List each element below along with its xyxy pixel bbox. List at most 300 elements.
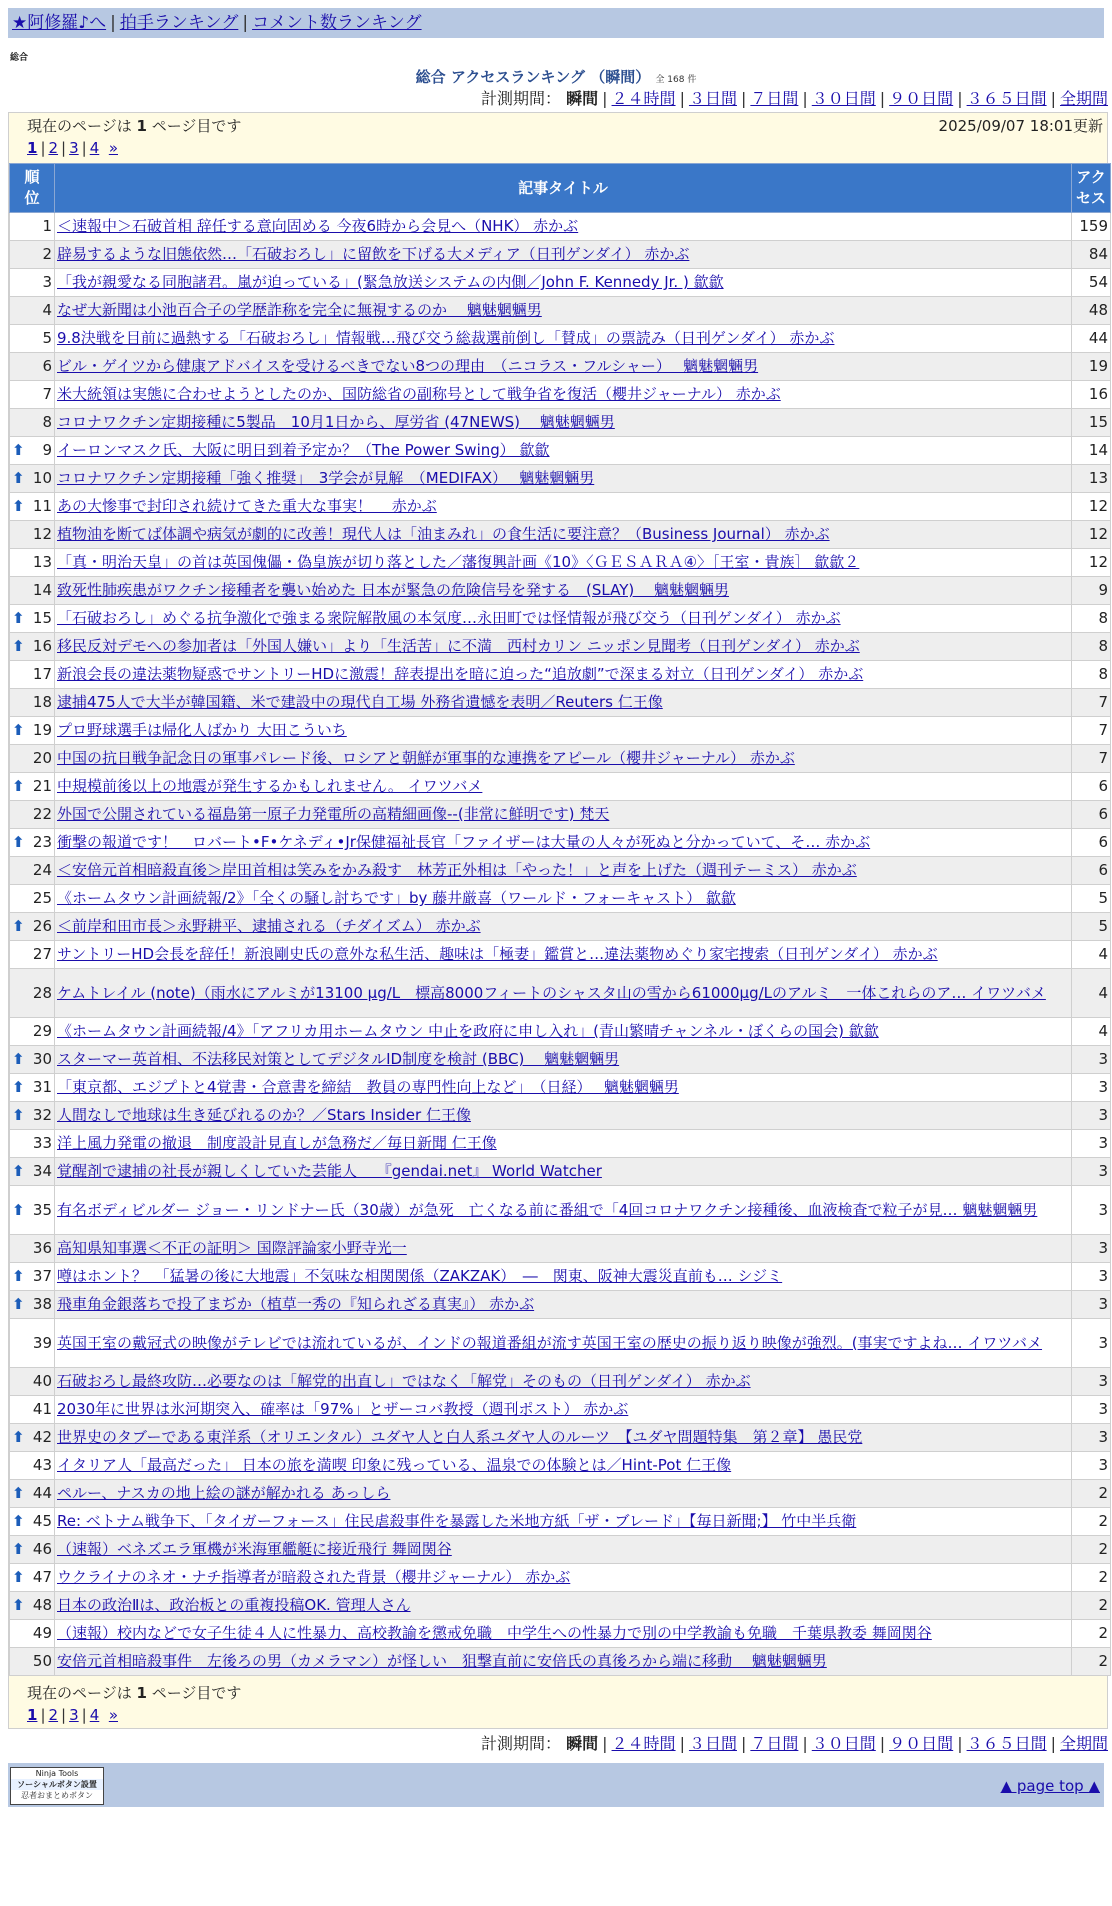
rank-number: 11 <box>32 497 52 515</box>
rank-number: 16 <box>32 637 52 655</box>
rank-cell <box>10 801 55 829</box>
table-row <box>10 381 1111 409</box>
social-button-logo[interactable] <box>10 1767 104 1805</box>
rank-cell <box>10 325 55 353</box>
rank-up-arrow-icon: ⬆ <box>12 1484 25 1502</box>
article-title-link[interactable]: 米大統領は実態に合わせようとしたのか、国防総省の副称号として戦争省を復活（櫻井ジャーナル） 赤かぶ <box>57 385 781 403</box>
footer-bar <box>8 1763 1104 1807</box>
period-label: 計測期間： <box>481 89 562 108</box>
article-title-link[interactable]: コロナワクチン定期接種「強く推奨」 3学会が見解 （MEDIFAX） 魑魅魍魎男 <box>57 469 595 487</box>
table-row <box>10 605 1111 633</box>
article-title-link[interactable]: 洋上風力発電の撤退 制度設計見直しが急務だ／毎日新聞 仁王像 <box>57 1134 497 1152</box>
article-title-link[interactable]: Re: ベトナム戦争下、「タイガーフォース」住民虐殺事件を暴露した米地方紙「ザ・ブレード」【毎日新聞;】 竹中半兵衛 <box>57 1512 857 1530</box>
article-title-link[interactable]: 「石破おろし」めぐる抗争激化で強まる衆院解散風の本気度…永田町では怪情報が飛び交う（日刊ゲンダイ） 赤かぶ <box>57 609 841 627</box>
logo-mid-text: ソーシャルボタン設置 <box>11 1779 103 1790</box>
title-cell <box>55 773 1072 801</box>
rank-number: 49 <box>32 1624 52 1642</box>
rank-number: 46 <box>32 1540 52 1558</box>
table-row <box>10 1074 1111 1102</box>
title-cell <box>55 661 1072 689</box>
access-count: 2 <box>1072 1480 1111 1508</box>
access-count: 3 <box>1072 1319 1111 1368</box>
rank-number: 4 <box>42 301 52 319</box>
article-title-link[interactable]: 新浪会長の違法薬物疑惑でサントリーHDに激震！辞表提出を暗に迫った“追放劇”で深まる対立（日刊ゲンダイ） 赤かぶ <box>57 665 864 683</box>
rank-number: 29 <box>32 1022 52 1040</box>
title-cell <box>55 437 1072 465</box>
article-title-link[interactable]: 中規模前後以上の地震が発生するかもしれません。 イワツバメ <box>57 777 483 795</box>
title-cell <box>55 213 1072 241</box>
rank-cell <box>10 1263 55 1291</box>
table-row <box>10 1480 1111 1508</box>
access-count: 5 <box>1072 913 1111 941</box>
title-cell <box>55 717 1072 745</box>
article-title-link[interactable]: 覚醒剤で逮捕の社長が親しくしていた芸能人 『gendai.net』 World Watcher <box>57 1162 602 1180</box>
table-row <box>10 913 1111 941</box>
table-row <box>10 1102 1111 1130</box>
rank-number: 28 <box>32 983 52 1002</box>
rank-up-arrow-icon: ⬆ <box>12 1106 25 1124</box>
article-title-link[interactable]: 「我が親愛なる同胞諸君。嵐が迫っている」(緊急放送システムの内側／John F. Kennedy Jr. ) 歙歙 <box>57 273 724 291</box>
top-nav-bar <box>8 8 1104 38</box>
title-cell <box>55 913 1072 941</box>
table-row <box>10 717 1111 745</box>
updated-timestamp: 2025/09/07 18:01更新 <box>938 117 1103 135</box>
rank-cell <box>10 633 55 661</box>
title-cell <box>55 1046 1072 1074</box>
access-count: 13 <box>1072 465 1111 493</box>
rank-number: 8 <box>42 413 52 431</box>
rank-up-arrow-icon: ⬆ <box>12 1568 25 1586</box>
access-count: 8 <box>1072 661 1111 689</box>
nav-link-comment-ranking[interactable]: コメント数ランキング <box>252 13 422 33</box>
table-row <box>10 1018 1111 1046</box>
rank-cell <box>10 1074 55 1102</box>
article-title-link[interactable]: ＜速報中＞石破首相 辞任する意向固める 今夜6時から会見へ（NHK） 赤かぶ <box>57 217 579 235</box>
logo-bottom-text: 忍者おまとめボタン <box>21 1791 93 1800</box>
table-row <box>10 269 1111 297</box>
access-count: 2 <box>1072 1648 1111 1676</box>
access-count: 2 <box>1072 1592 1111 1620</box>
period-all[interactable]: 全期間 <box>1059 89 1108 108</box>
title-cell <box>55 1648 1072 1676</box>
table-row <box>10 745 1111 773</box>
article-title-link[interactable]: 植物油を断てば体調や病気が劇的に改善！現代人は「油まみれ」の食生活に要注意？（Business Journal） 赤かぶ <box>57 525 830 543</box>
rank-cell <box>10 353 55 381</box>
title-cell <box>55 605 1072 633</box>
access-count: 19 <box>1072 353 1111 381</box>
rank-cell <box>10 297 55 325</box>
rank-up-arrow-icon: ⬆ <box>12 1596 25 1614</box>
ranking-panel <box>8 112 1108 1729</box>
article-title-link[interactable]: 逮捕475人で大半が韓国籍、米で建設中の現代自工場 外務省遺憾を表明／Reuters 仁王像 <box>57 693 663 711</box>
pager-page-3[interactable]: 3 <box>69 139 79 157</box>
access-count: 7 <box>1072 745 1111 773</box>
nav-separator: | <box>242 13 249 33</box>
rank-cell <box>10 829 55 857</box>
rank-cell <box>10 1186 55 1235</box>
table-row <box>10 465 1111 493</box>
article-title-link[interactable]: 世界史のタブーである東洋系（オリエンタル）ユダヤ人と白人系ユダヤ人のルーツ 【ユダヤ問題特集 第２章】 愚民党 <box>57 1428 863 1446</box>
title-cell <box>55 465 1072 493</box>
access-count: 2 <box>1072 1620 1111 1648</box>
rank-cell <box>10 1452 55 1480</box>
rank-number: 14 <box>32 581 52 599</box>
rank-number: 33 <box>32 1134 52 1152</box>
article-title-link[interactable]: 石破おろし最終攻防…必要なのは「解党的出直し」ではなく「解党」そのもの（日刊ゲンダイ） 赤かぶ <box>57 1372 751 1390</box>
nav-link-clap-ranking[interactable]: 拍手ランキング <box>119 13 239 33</box>
rank-cell <box>10 1592 55 1620</box>
table-row <box>10 1186 1111 1235</box>
period-30d[interactable]: ３０日間 <box>811 89 876 108</box>
table-row <box>10 353 1111 381</box>
article-title-link[interactable]: 高知県知事選＜不正の証明＞ 国際評論家小野寺光一 <box>57 1239 407 1257</box>
rank-number: 2 <box>42 245 52 263</box>
rank-number: 13 <box>32 553 52 571</box>
period-active: 瞬間 <box>566 1734 599 1753</box>
rank-cell <box>10 493 55 521</box>
title-cell <box>55 1620 1072 1648</box>
table-row <box>10 213 1111 241</box>
article-title-link[interactable]: ペルー、ナスカの地上絵の謎が解かれる あっしら <box>57 1484 391 1502</box>
article-title-link[interactable]: 外国で公開されている福島第一原子力発電所の高精細画像--(非常に鮮明です) 梵天 <box>57 805 610 823</box>
rank-number: 37 <box>32 1267 52 1285</box>
table-row <box>10 549 1111 577</box>
table-row <box>10 689 1111 717</box>
rank-number: 31 <box>32 1078 52 1096</box>
table-row <box>10 661 1111 689</box>
table-row <box>10 409 1111 437</box>
article-title-link[interactable]: ＜前岸和田市長＞永野耕平、逮捕される（チダイズム） 赤かぶ <box>57 917 481 935</box>
page-status-bottom <box>9 1680 1107 1704</box>
period-3d[interactable]: ３日間 <box>688 1734 737 1753</box>
article-title-link[interactable]: 2030年に世界は氷河期突入、確率は「97%」とザーコバ教授（週刊ポスト） 赤かぶ <box>57 1400 629 1418</box>
rank-cell <box>10 549 55 577</box>
title-cell <box>55 1263 1072 1291</box>
rank-number: 19 <box>32 721 52 739</box>
rank-number: 5 <box>42 329 52 347</box>
table-row <box>10 1235 1111 1263</box>
rank-number: 43 <box>32 1456 52 1474</box>
article-title-link[interactable]: 移民反対デモへの参加者は「外国人嫌い」より「生活苦」に不満 西村カリン ニッポン見聞考（日刊ゲンダイ） 赤かぶ <box>57 637 860 655</box>
rank-cell <box>10 1508 55 1536</box>
title-cell <box>55 1592 1072 1620</box>
access-count: 3 <box>1072 1424 1111 1452</box>
rank-cell <box>10 1648 55 1676</box>
rank-number: 21 <box>32 777 52 795</box>
article-title-link[interactable]: 辟易するような旧態依然…「石破おろし」に留飲を下げる大メディア（日刊ゲンダイ） 赤かぶ <box>57 245 690 263</box>
article-title-link[interactable]: 人間なしで地球は生き延びれるのか？／Stars Insider 仁王像 <box>57 1106 471 1124</box>
table-row <box>10 297 1111 325</box>
table-header-row <box>10 164 1111 213</box>
period-7d[interactable]: ７日間 <box>750 89 799 108</box>
table-row <box>10 1452 1111 1480</box>
title-cell <box>55 549 1072 577</box>
pager-page-3[interactable]: 3 <box>69 1706 79 1724</box>
access-count: 3 <box>1072 1046 1111 1074</box>
article-title-link[interactable]: ウクライナのネオ・ナチ指導者が暗殺された背景（櫻井ジャーナル） 赤かぶ <box>57 1568 571 1586</box>
access-count: 4 <box>1072 1018 1111 1046</box>
access-count: 3 <box>1072 1130 1111 1158</box>
title-cell <box>55 801 1072 829</box>
article-title-link[interactable]: 「東京都、エジプトと4覚書・合意書を締結 教員の専門性向上など」 （日経） 魑魅魍魎男 <box>57 1078 679 1096</box>
rank-up-arrow-icon: ⬆ <box>12 497 25 515</box>
rank-up-arrow-icon: ⬆ <box>12 441 25 459</box>
period-24h[interactable]: ２４時間 <box>611 89 676 108</box>
rank-number: 9 <box>42 441 52 459</box>
title-cell <box>55 969 1072 1018</box>
article-title-link[interactable]: 噂はホント？ 「猛暑の後に大地震」不気味な相関関係（ZAKZAK） ― 関東、阪神大震災直前も… シジミ <box>57 1267 783 1285</box>
access-count: 4 <box>1072 941 1111 969</box>
rank-number: 3 <box>42 273 52 291</box>
title-cell <box>55 633 1072 661</box>
period-365d[interactable]: ３６５日間 <box>966 89 1047 108</box>
table-row <box>10 773 1111 801</box>
access-count: 15 <box>1072 409 1111 437</box>
rank-cell <box>10 1235 55 1263</box>
table-row <box>10 493 1111 521</box>
rank-up-arrow-icon: ⬆ <box>12 1078 25 1096</box>
title-cell <box>55 689 1072 717</box>
article-title-link[interactable]: 致死性肺疾患がワクチン接種者を襲い始めた 日本が緊急の危険信号を発する (SLAY) 魑魅魍魎男 <box>57 581 729 599</box>
rank-cell <box>10 437 55 465</box>
period-24h[interactable]: ２４時間 <box>611 1734 676 1753</box>
ranking-table-body <box>10 213 1111 1676</box>
rank-up-arrow-icon: ⬆ <box>12 721 25 739</box>
rank-up-arrow-icon: ⬆ <box>12 1295 25 1313</box>
access-count: 3 <box>1072 1291 1111 1319</box>
access-count: 14 <box>1072 437 1111 465</box>
access-count: 159 <box>1072 213 1111 241</box>
page-title-text: 総合 アクセスランキング （瞬間） <box>415 68 651 86</box>
pager-page-4[interactable]: 4 <box>89 1706 100 1724</box>
period-90d[interactable]: ９０日間 <box>889 89 954 108</box>
access-count: 12 <box>1072 549 1111 577</box>
article-title-link[interactable]: プロ野球選手は帰化人ばかり 大田こういち <box>57 721 347 739</box>
article-title-link[interactable]: イーロンマスク氏、大阪に明日到着予定か？（The Power Swing） 歙歙 <box>57 441 550 459</box>
title-cell <box>55 1536 1072 1564</box>
article-title-link[interactable]: ビル・ゲイツから健康アドバイスを受けるべきでない8つの理由 （ニコラス・フルシャー） 魑魅魍魎男 <box>57 357 759 375</box>
rank-cell <box>10 213 55 241</box>
rank-number: 38 <box>32 1295 52 1313</box>
title-cell <box>55 1102 1072 1130</box>
access-count: 6 <box>1072 801 1111 829</box>
access-count: 9 <box>1072 577 1111 605</box>
access-count: 84 <box>1072 241 1111 269</box>
header-rank: 順位 <box>10 164 55 213</box>
rank-cell <box>10 689 55 717</box>
page-top-link[interactable]: ▲ page top ▲ <box>1000 1777 1100 1795</box>
rank-cell <box>10 1424 55 1452</box>
rank-up-arrow-icon: ⬆ <box>12 1162 25 1180</box>
rank-cell <box>10 1018 55 1046</box>
table-row <box>10 1648 1111 1676</box>
rank-cell <box>10 1396 55 1424</box>
table-row <box>10 325 1111 353</box>
rank-cell <box>10 1130 55 1158</box>
rank-up-arrow-icon: ⬆ <box>12 637 25 655</box>
article-title-link[interactable]: サントリーHD会長を辞任！新浪剛史氏の意外な私生活、趣味は「極妻」鑑賞と…違法薬物めぐり家宅捜索（日刊ゲンダイ） 赤かぶ <box>57 945 938 963</box>
table-row <box>10 521 1111 549</box>
access-count: 7 <box>1072 689 1111 717</box>
access-count: 3 <box>1072 1396 1111 1424</box>
article-title-link[interactable]: 飛車角金銀落ちで投了まぢか（植草一秀の『知られざる真実』） 赤かぶ <box>57 1295 535 1313</box>
title-cell <box>55 493 1072 521</box>
access-count: 48 <box>1072 297 1111 325</box>
table-row <box>10 1592 1111 1620</box>
rank-number: 20 <box>32 749 52 767</box>
rank-cell <box>10 885 55 913</box>
rank-up-arrow-icon: ⬆ <box>12 609 25 627</box>
table-row <box>10 1291 1111 1319</box>
pager-bottom: 1 | 2 | 3 | 4 » <box>27 1706 118 1724</box>
title-cell <box>55 1424 1072 1452</box>
pager-top: 1 | 2 | 3 | 4 » <box>27 139 118 157</box>
title-cell <box>55 1291 1072 1319</box>
title-cell <box>55 381 1072 409</box>
rank-number: 30 <box>32 1050 52 1068</box>
access-count: 3 <box>1072 1186 1111 1235</box>
rank-number: 15 <box>32 609 52 627</box>
pager-next[interactable]: » <box>108 139 118 157</box>
article-title-link[interactable]: 衝撃の報道です！ ロバート•F•ケネディ•Jr保健福祉長官「ファイザーは大量の人々が死ぬと分かっていて、そ… 赤かぶ <box>57 833 871 851</box>
access-count: 16 <box>1072 381 1111 409</box>
pager-page-2[interactable]: 2 <box>48 139 59 157</box>
table-row <box>10 1620 1111 1648</box>
table-row <box>10 1368 1111 1396</box>
rank-number: 36 <box>32 1239 52 1257</box>
article-title-link[interactable]: コロナワクチン定期接種に5製品 10月1日から、厚労省 (47NEWS) 魑魅魍魎男 <box>57 413 615 431</box>
pager-current[interactable]: 1 <box>27 1706 38 1724</box>
table-row <box>10 1564 1111 1592</box>
article-title-link[interactable]: 英国王室の戴冠式の映像がテレビでは流れているが、インドの報道番組が流す英国王室の歴史の振り返り映像が強烈。(事実ですよね… イワツバメ <box>57 1333 1043 1352</box>
title-cell <box>55 745 1072 773</box>
article-title-link[interactable]: あの大惨事で封印され続けてきた重大な事実！ 赤かぶ <box>57 497 437 515</box>
rank-up-arrow-icon: ⬆ <box>12 833 25 851</box>
pager-page-2[interactable]: 2 <box>48 1706 59 1724</box>
article-title-link[interactable]: 中国の抗日戦争記念日の軍事パレード後、ロシアと朝鮮が軍事的な連携をアピール（櫻井ジャーナル） 赤かぶ <box>57 749 795 767</box>
rank-number: 44 <box>32 1484 52 1502</box>
pager-current[interactable]: 1 <box>27 139 38 157</box>
article-title-link[interactable]: ケムトレイル (note)（雨水にアルミが13100 μg/L 標高8000フィートのシャスタ山の雪から61000μg/Lのアルミ 一体これらのア… イワツバメ <box>57 983 1046 1002</box>
rank-cell <box>10 241 55 269</box>
article-title-link[interactable]: 「真・明治天皇」の首は英国傀儡・偽皇族が切り落とした／藩復興計画《10》〈ＧＥＳＡＲＡ④〉［王室・貴族］ 歙歙２ <box>57 553 860 571</box>
rank-up-arrow-icon: ⬆ <box>12 1267 25 1285</box>
access-count: 6 <box>1072 857 1111 885</box>
table-row <box>10 829 1111 857</box>
nav-link-asyura[interactable]: ★阿修羅♪へ <box>12 13 107 33</box>
table-row <box>10 1158 1111 1186</box>
article-title-link[interactable]: 安倍元首相暗殺事件 左後ろの男（カメラマン）が怪しい 狙撃直前に安倍氏の真後ろから端に移動 魑魅魍魎男 <box>57 1652 827 1670</box>
access-count: 6 <box>1072 829 1111 857</box>
rank-cell <box>10 409 55 437</box>
table-row <box>10 437 1111 465</box>
article-title-link[interactable]: 有名ボディビルダー ジョー・リンドナー氏（30歳）が急死 亡くなる前に番組で「4回コロナワクチン接種後、血液検査で粒子が見… 魑魅魍魎男 <box>57 1200 1038 1219</box>
table-row <box>10 857 1111 885</box>
table-row <box>10 1046 1111 1074</box>
article-title-link[interactable]: （速報）ベネズエラ軍機が米海軍艦艇に接近飛行 舞岡関谷 <box>57 1540 452 1558</box>
title-cell <box>55 1564 1072 1592</box>
pager-page-4[interactable]: 4 <box>89 139 100 157</box>
period-30d[interactable]: ３０日間 <box>811 1734 876 1753</box>
period-label: 計測期間： <box>481 1734 562 1753</box>
title-cell <box>55 1158 1072 1186</box>
access-count: 7 <box>1072 717 1111 745</box>
rank-number: 45 <box>32 1512 52 1530</box>
access-count: 12 <box>1072 493 1111 521</box>
article-title-link[interactable]: 《ホームタウン計画続報/4》「アフリカ用ホームタウン 中止を政府に申し入れ」(青山繁晴チャンネル・ぼくらの国会) 歙歙 <box>57 1022 879 1040</box>
table-row <box>10 1130 1111 1158</box>
table-row <box>10 885 1111 913</box>
page-status-text: 現在のページは 1 ページ目です <box>27 117 242 135</box>
rank-number: 40 <box>32 1372 52 1390</box>
rank-number: 48 <box>32 1596 52 1614</box>
rank-cell <box>10 1620 55 1648</box>
title-cell <box>55 1508 1072 1536</box>
title-cell <box>55 1186 1072 1235</box>
rank-cell <box>10 913 55 941</box>
table-row <box>10 241 1111 269</box>
page-status-text: 現在のページは 1 ページ目です <box>27 1684 242 1702</box>
article-title-link[interactable]: 9.8決戦を目前に過熱する「石破おろし」情報戦…飛び交う総裁選前倒し「賛成」の票読み（日刊ゲンダイ） 赤かぶ <box>57 329 835 347</box>
period-all[interactable]: 全期間 <box>1059 1734 1108 1753</box>
access-count: 8 <box>1072 605 1111 633</box>
rank-cell <box>10 1480 55 1508</box>
title-cell <box>55 1074 1072 1102</box>
rank-cell <box>10 1102 55 1130</box>
table-row <box>10 1424 1111 1452</box>
table-row <box>10 1263 1111 1291</box>
rank-number: 50 <box>32 1652 52 1670</box>
rank-number: 27 <box>32 945 52 963</box>
nav-separator: | <box>110 13 116 33</box>
period-3d[interactable]: ３日間 <box>688 89 737 108</box>
period-7d[interactable]: ７日間 <box>750 1734 799 1753</box>
title-cell <box>55 409 1072 437</box>
pager-next[interactable]: » <box>108 1706 118 1724</box>
rank-number: 6 <box>42 357 52 375</box>
rank-up-arrow-icon: ⬆ <box>12 777 25 795</box>
rank-cell <box>10 661 55 689</box>
rank-cell <box>10 745 55 773</box>
header-title: 記事タイトル <box>55 164 1072 213</box>
period-90d[interactable]: ９０日間 <box>889 1734 954 1753</box>
article-title-link[interactable]: スターマー英首相、不法移民対策としてデジタルID制度を検討 (BBC) 魑魅魍魎男 <box>57 1050 620 1068</box>
rank-number: 22 <box>32 805 52 823</box>
rank-cell <box>10 269 55 297</box>
access-count: 2 <box>1072 1508 1111 1536</box>
access-count: 12 <box>1072 521 1111 549</box>
article-title-link[interactable]: 日本の政治Ⅱは、政治板との重複投稿OK. 管理人さん <box>57 1596 411 1614</box>
access-count: 3 <box>1072 1452 1111 1480</box>
access-count: 44 <box>1072 325 1111 353</box>
article-title-link[interactable]: なぜ大新聞は小池百合子の学歴詐称を完全に無視するのか 魑魅魍魎男 <box>57 301 542 319</box>
rank-cell <box>10 857 55 885</box>
rank-number: 12 <box>32 525 52 543</box>
article-title-link[interactable]: （速報）校内などで女子生徒４人に性暴力、高校教諭を懲戒免職 中学生への性暴力で別の中学教諭も免職 千葉県教委 舞岡関谷 <box>57 1624 932 1642</box>
rank-cell <box>10 465 55 493</box>
title-cell <box>55 885 1072 913</box>
rank-cell <box>10 577 55 605</box>
article-title-link[interactable]: ＜安倍元首相暗殺直後＞岸田首相は笑みをかみ殺す 林芳正外相は「やった！」と声を上げた（週刊テーミス） 赤かぶ <box>57 861 857 879</box>
table-row <box>10 1508 1111 1536</box>
article-title-link[interactable]: イタリア人「最高だった」 日本の旅を満喫 印象に残っている、温泉での体験とは／Hint-Pot 仁王像 <box>57 1456 732 1474</box>
rank-up-arrow-icon: ⬆ <box>12 1540 25 1558</box>
title-cell <box>55 297 1072 325</box>
rank-cell <box>10 773 55 801</box>
period-365d[interactable]: ３６５日間 <box>966 1734 1047 1753</box>
article-title-link[interactable]: 《ホームタウン計画続報/2》「全くの騒し討ちです」by 藤井厳喜（ワールド・フォーキャスト） 歙歙 <box>57 889 736 907</box>
access-count: 5 <box>1072 885 1111 913</box>
